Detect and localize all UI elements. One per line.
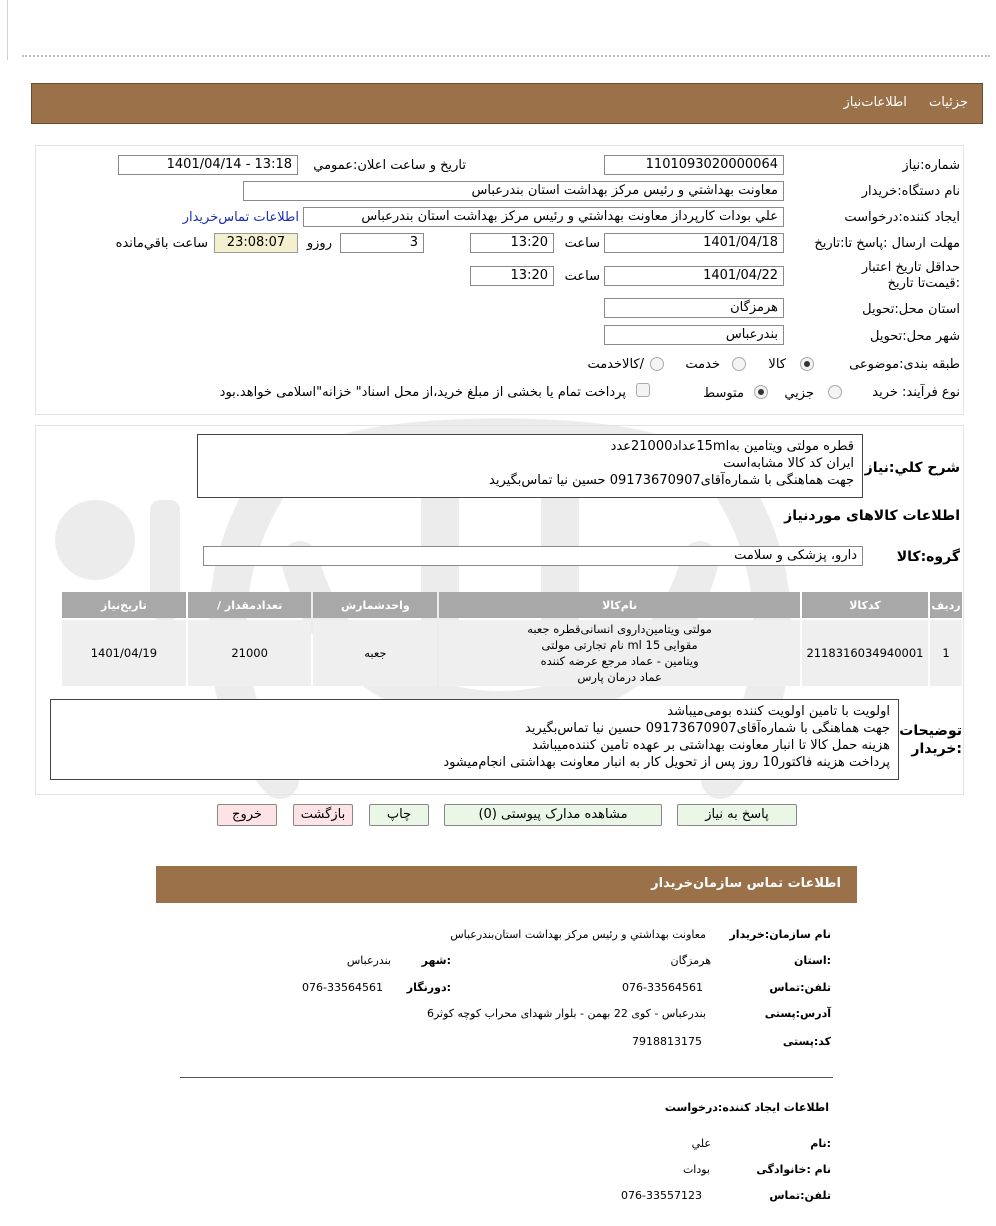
contact-postal-label: کد:پستی (782, 1035, 831, 1048)
category-option-goods-service: /کالاخدمت (587, 357, 644, 372)
cell-unit: جعبه (313, 620, 437, 686)
announce-field: 1401/04/14 - 13:18 (118, 155, 298, 175)
back-button[interactable]: بازگشت (293, 804, 353, 826)
announce-label: تاریخ و ساعت اعلان:عمومي (313, 158, 466, 173)
left-border-line (7, 0, 8, 60)
header-unit: واحدشمارش (313, 592, 437, 618)
contact-section-title: اطلاعات تماس سازمان‌خریدار (651, 876, 841, 891)
creator-name-label: :نام (810, 1137, 831, 1150)
print-button[interactable]: چاپ (369, 804, 429, 826)
validity-hour-label: ساعت (564, 269, 600, 284)
contact-province-value: هرمزگان (670, 954, 711, 967)
buyer-contact-link[interactable]: اطلاعات تماس‌خریدار (182, 210, 299, 225)
tab-need-info[interactable]: اطلاعات‌نیاز (843, 95, 907, 110)
buyer-org-label: نام دستگاه:خریدار (861, 184, 960, 199)
process-option-medium: متوسط (703, 386, 744, 401)
header-need-date: تاریخ‌نیاز (62, 592, 186, 618)
buyer-note-line: اولویت با تامین اولویت کننده بومی‌میباشد (667, 704, 890, 719)
remaining-timer: 23:08:07 (214, 233, 298, 253)
creator-label: ایجاد کننده:درخواست (844, 210, 960, 225)
city-label: شهر محل:تحویل (870, 329, 960, 344)
buyer-note-line: هزینه حمل کالا تا انبار معاونت بهداشتی بر عهده تامین کننده‌میباشد (531, 738, 890, 753)
validity-time-field: 13:20 (470, 266, 554, 286)
summary-text (197, 434, 863, 498)
creator-phone-label: تلفن:تماس (769, 1189, 831, 1202)
buyer-note-line: پرداخت هزینه فاکتور10 روز پس از تحویل کار به انبار معاونت بهداشتی انجام‌میشود (443, 755, 890, 770)
contact-address-label: آدرس:پستی (764, 1007, 831, 1020)
summary-line: قطره مولتی ویتامین به15mlعداد21000عدد (610, 439, 854, 454)
process-option-minor: جزيي (784, 386, 814, 401)
cell-qty: 21000 (188, 620, 312, 686)
header-tabs (825, 95, 968, 110)
city-field: بندرعباس (604, 325, 784, 345)
details-header-bar (31, 83, 983, 124)
process-radio-medium[interactable] (754, 385, 768, 399)
province-field: هرمزگان (604, 298, 784, 318)
cell-row-number: 1 (930, 620, 962, 686)
header-goods-code: کدکالا (802, 592, 928, 618)
category-label: طبقه بندی:موضوعی (849, 357, 960, 372)
creator-family-label: نام :خانوادگی (756, 1163, 831, 1176)
contact-province-label: :استان (794, 954, 831, 967)
contact-phone-label: تلفن:تماس (769, 981, 831, 994)
days-label: روزو (306, 236, 332, 251)
category-radio-goods-service[interactable] (650, 357, 664, 371)
exit-button[interactable]: خروج (217, 804, 277, 826)
goods-name-line: مقوایی 15 ml نام تجارتی مولتی (541, 638, 698, 652)
contact-city-label: :شهر (421, 954, 451, 967)
summary-line: ایران کد کالا مشابه‌است (723, 456, 854, 471)
goods-name-line: عماد درمان پارس (577, 670, 662, 684)
attachments-button[interactable]: مشاهده مدارک پیوستی (0) (444, 804, 662, 826)
creator-phone-value: 076-33557123 (621, 1189, 702, 1202)
remaining-label: ساعت باقي‌مانده (115, 236, 208, 251)
process-radio-minor[interactable] (828, 385, 842, 399)
header-goods-name: نام‌کالا (439, 592, 800, 618)
category-option-goods: کالا (768, 357, 786, 372)
header-qty: / تعدادمقدار (188, 592, 312, 618)
goods-info-title: اطلاعات کالاهای مورد‌نیاز (784, 508, 960, 524)
days-field: 3 (340, 233, 424, 253)
deadline-label: مهلت ارسال :پاسخ تا:تاریخ (814, 236, 960, 251)
header-row: ردیف (930, 592, 962, 618)
deadline-hour-label: ساعت (564, 236, 600, 251)
goods-table (60, 590, 964, 688)
buyer-note-line: جهت هماهنگی با شماره‌آقای09173670907 حسین نیا تماس‌بگیرید (525, 721, 890, 736)
category-radio-service[interactable] (732, 357, 746, 371)
contact-phone-value: 076-33564561 (622, 981, 703, 994)
reply-button[interactable]: پاسخ به نیاز (677, 804, 797, 826)
validity-label: حداقل تاریخ اعتبار :قیمت‌تا تاریخ (861, 260, 960, 291)
creator-field: علي بودات کارپرداز معاونت بهداشتي و رئيس مرکز بهداشت استان بندرعباس (303, 207, 784, 227)
goods-group-label: گروه:کالا (896, 549, 960, 565)
contact-divider (180, 1077, 833, 1078)
buyer-notes-label: توضیحات :خریدار (899, 723, 962, 757)
buyer-notes-text (50, 699, 899, 780)
cell-goods-code: 2118316034940001 (802, 620, 928, 686)
contact-org-value: معاونت بهداشتي و رئيس مرکز بهداشت استان‌بندرعباس (450, 928, 706, 941)
cell-need-date: 1401/04/19 (62, 620, 186, 686)
category-radio-goods[interactable] (800, 357, 814, 371)
goods-name-line: مولتی ویتامین‌داروی انسانی‌قطره جعبه (527, 622, 712, 636)
contact-postal-value: 7918813175 (632, 1035, 702, 1048)
need-number-label: شماره:نیاز (902, 158, 960, 173)
contact-section-bar (156, 866, 857, 903)
table-row (62, 620, 962, 686)
validity-date-field: 1401/04/22 (604, 266, 784, 286)
contact-org-label: نام سازمان:خریدار (729, 928, 831, 941)
province-label: استان محل:تحویل (862, 302, 960, 317)
deadline-time-field: 13:20 (470, 233, 554, 253)
summary-line: جهت هماهنگی با شماره‌آقای09173670907 حسین نیا تماس‌بگیرید (489, 473, 854, 488)
goods-name-line: ویتامین - عماد مرجع عرضه کننده (540, 654, 699, 668)
contact-address-value: بندرعباس - کوی 22 بهمن - بلوار شهدای محراب کوچه کوثر6 (426, 1007, 706, 1020)
treasury-payment-note: پرداخت تمام یا بخشی از مبلغ خرید،از محل اسناد" خزانه"اسلامی خواهد.بود (219, 385, 626, 400)
contact-city-value: بندرعباس (346, 954, 391, 967)
goods-table-header (62, 592, 962, 618)
goods-group-field: دارو، پزشکی و سلامت (203, 546, 863, 566)
need-number-field: 1101093020000064 (604, 155, 784, 175)
creator-family-value: بودات (682, 1163, 710, 1176)
creator-section-title: اطلاعات ایجاد کننده:درخواست (664, 1101, 829, 1114)
process-label: نوع فرآیند: خرید (872, 385, 960, 400)
summary-label: شرح کلي:نیاز (864, 460, 960, 476)
contact-fax-label: :دورنگار (406, 981, 451, 994)
tab-details[interactable]: جزئیات (929, 95, 968, 110)
contact-fax-value: 076-33564561 (302, 981, 383, 994)
category-option-service: خدمت (685, 357, 720, 372)
cell-goods-name (439, 620, 800, 686)
top-dotted-divider (22, 55, 990, 57)
deadline-date-field: 1401/04/18 (604, 233, 784, 253)
treasury-payment-checkbox[interactable] (636, 383, 650, 397)
buyer-org-field: معاونت بهداشتي و رئيس مرکز بهداشت استان بندرعباس (243, 181, 784, 201)
creator-name-value: علي (691, 1137, 711, 1150)
